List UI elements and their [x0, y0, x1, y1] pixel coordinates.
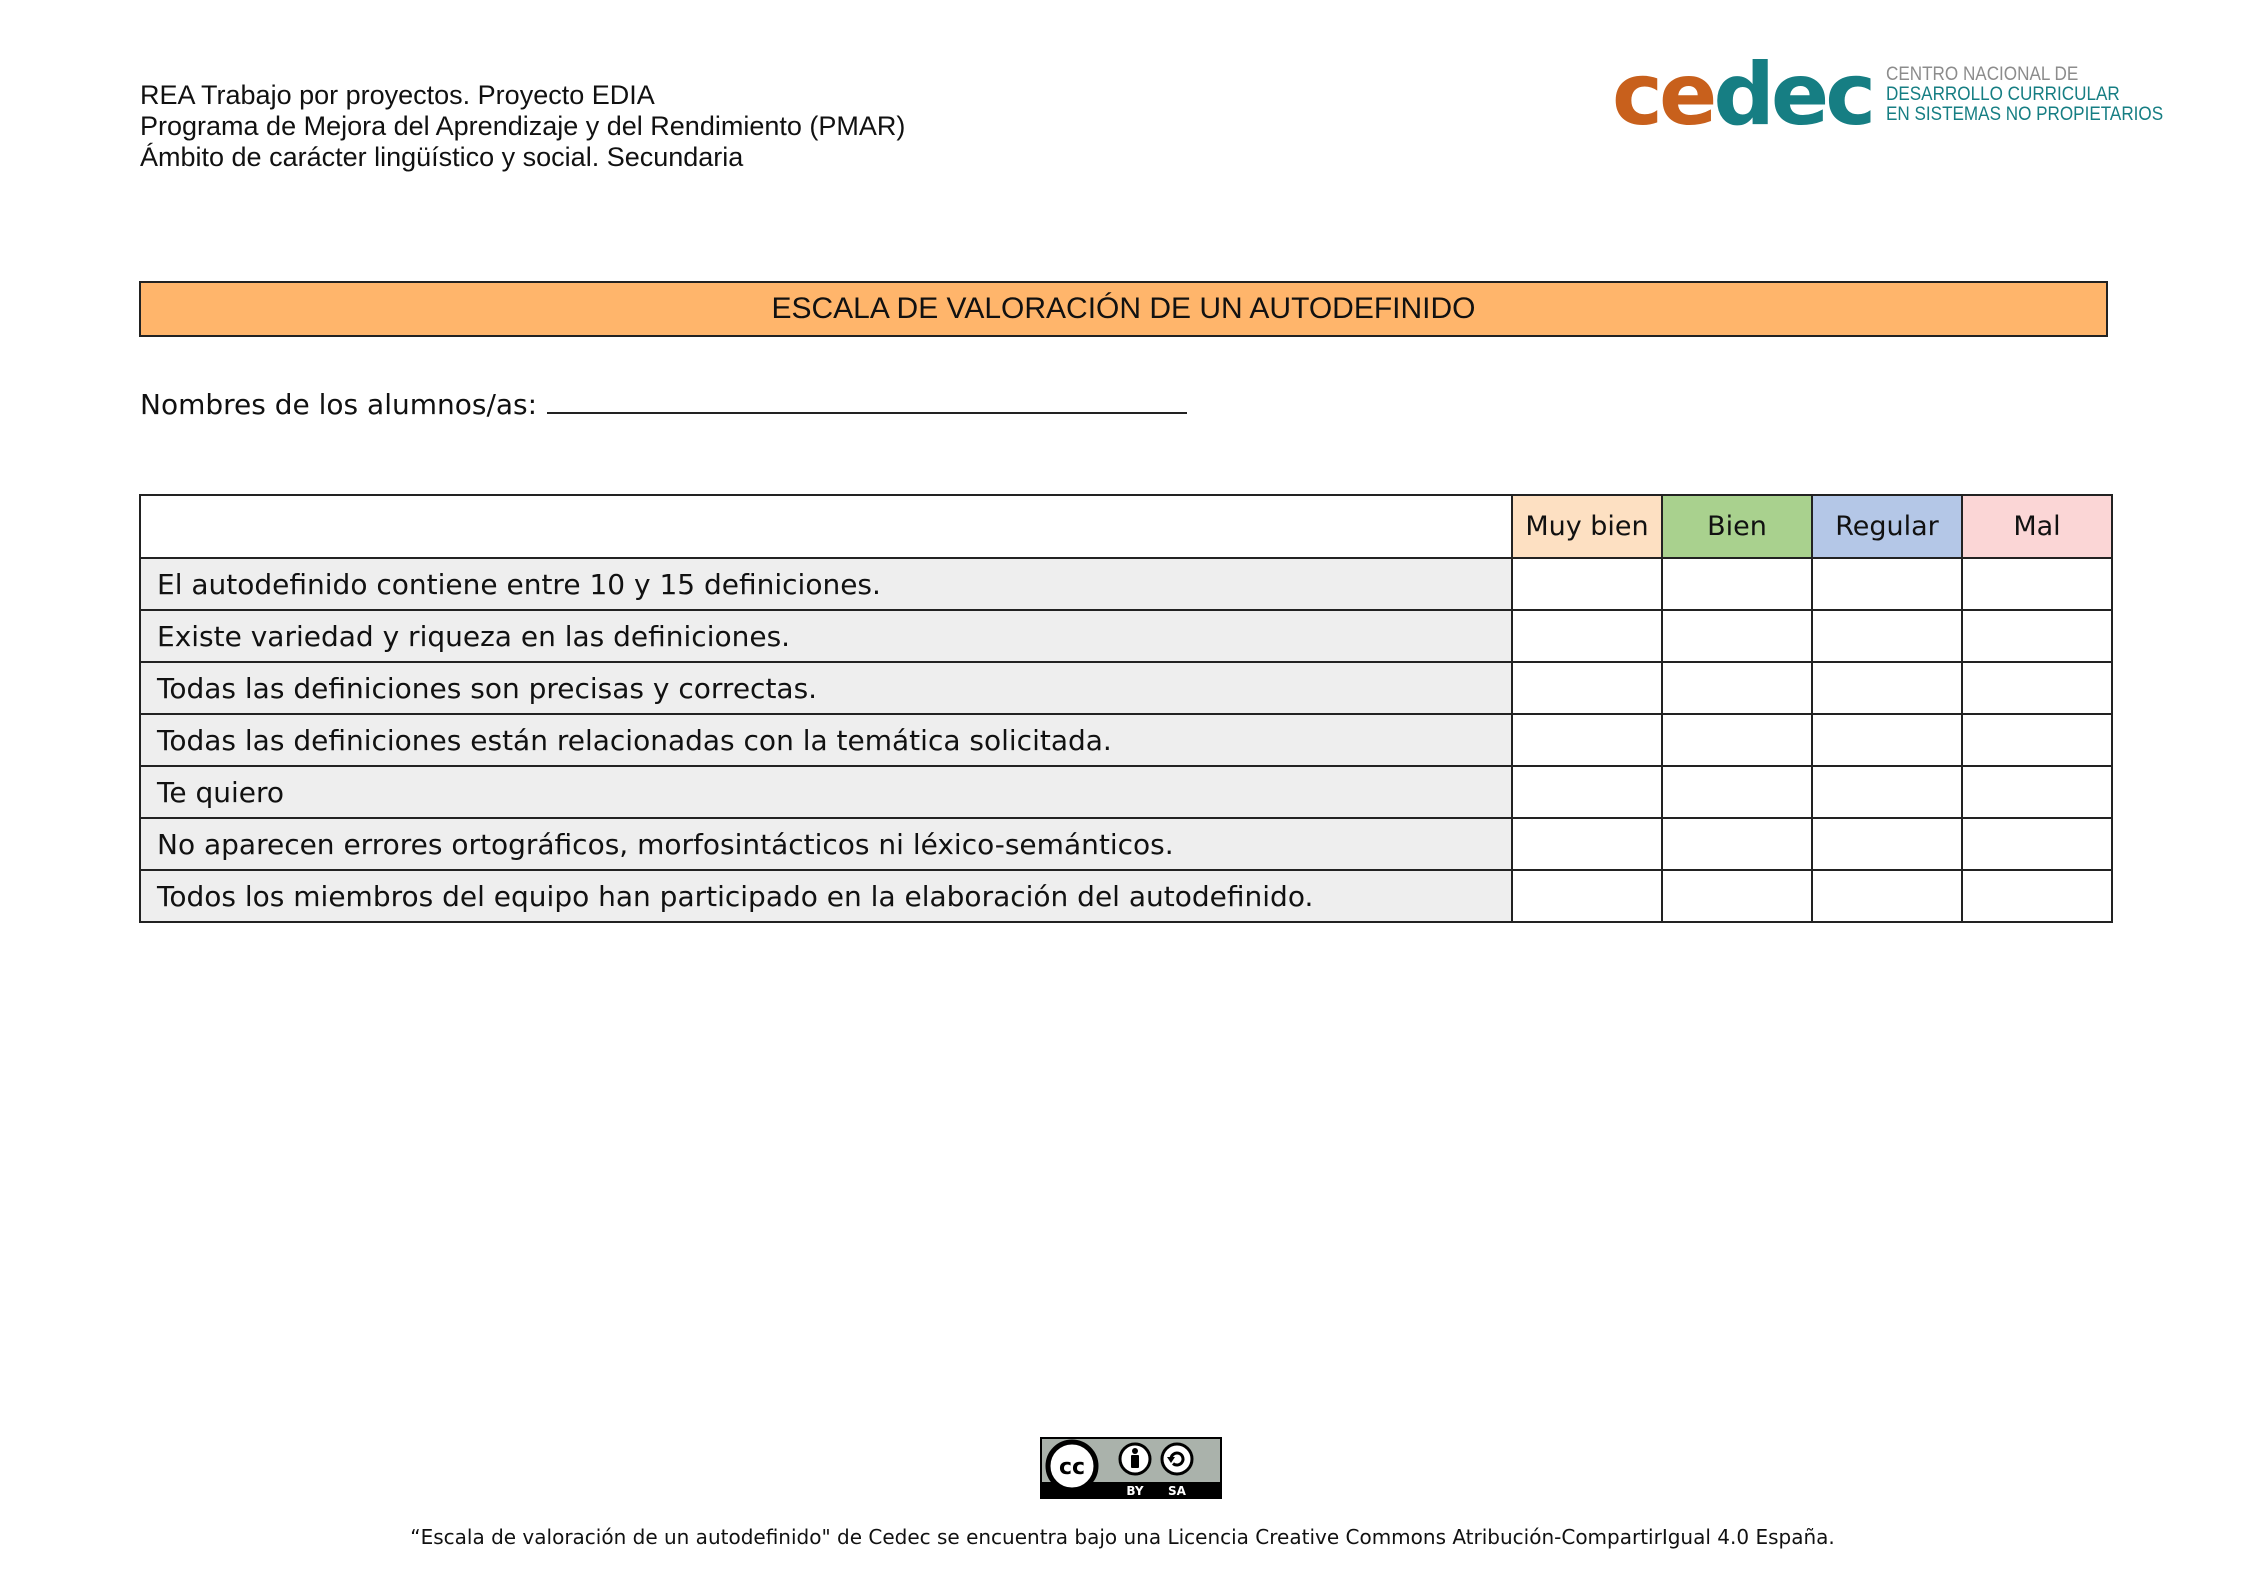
students-field: [140, 388, 1187, 421]
rating-cell-mal[interactable]: [1962, 662, 2112, 714]
rating-cell-muy-bien[interactable]: [1512, 558, 1662, 610]
criterion-cell: No aparecen errores ortográficos, morfosintácticos ni léxico-semánticos.: [140, 818, 1512, 870]
attribution-icon: [1120, 1444, 1150, 1474]
license-text: “Escala de valoración de un autodefinido" de Cedec se encuentra bajo una Licencia Creative Commons Atribución-CompartirIgual 4.0 España.: [410, 1525, 1835, 1549]
criterion-cell: El autodefinido contiene entre 10 y 15 definiciones.: [140, 558, 1512, 610]
rating-cell-mal[interactable]: [1962, 766, 2112, 818]
students-blank-line[interactable]: [547, 412, 1187, 414]
rating-cell-bien[interactable]: [1662, 714, 1812, 766]
rating-cell-muy-bien[interactable]: [1512, 766, 1662, 818]
rating-cell-bien[interactable]: [1662, 870, 1812, 922]
header-line-program: Programa de Mejora del Aprendizaje y del Rendimiento (PMAR): [140, 111, 906, 141]
rating-cell-mal[interactable]: [1962, 714, 2112, 766]
share-alike-icon: [1162, 1444, 1192, 1474]
rating-cell-muy-bien[interactable]: [1512, 818, 1662, 870]
rating-cell-bien[interactable]: [1662, 818, 1812, 870]
badge-sa-label: SA: [1168, 1484, 1186, 1498]
cedec-wordmark: cedec: [1612, 45, 1873, 145]
rating-cell-bien[interactable]: [1662, 558, 1812, 610]
criterion-cell: Todas las definiciones están relacionadas con la temática solicitada.: [140, 714, 1512, 766]
criterion-cell: Te quiero: [140, 766, 1512, 818]
header-line-scope: Ámbito de carácter lingüístico y social. Secundaria: [140, 142, 744, 172]
table-header-row: [140, 495, 2112, 558]
cc-by-sa-badge[interactable]: [1040, 1437, 1222, 1499]
table-row: [140, 610, 2112, 662]
rating-cell-muy-bien[interactable]: [1512, 662, 1662, 714]
rating-cell-regular[interactable]: [1812, 558, 1962, 610]
rating-table: [139, 494, 2113, 923]
column-header-regular: Regular: [1812, 495, 1962, 558]
rating-cell-regular[interactable]: [1812, 818, 1962, 870]
header-blank-cell: [140, 495, 1512, 558]
rating-cell-bien[interactable]: [1662, 662, 1812, 714]
table-row: [140, 818, 2112, 870]
table-row: [140, 558, 2112, 610]
rating-cell-bien[interactable]: [1662, 766, 1812, 818]
cc-icon: [1048, 1442, 1096, 1490]
column-header-bien: Bien: [1662, 495, 1812, 558]
rating-cell-regular[interactable]: [1812, 610, 1962, 662]
cedec-logo: [1612, 45, 2194, 145]
column-header-mal: Mal: [1962, 495, 2112, 558]
document-header: [140, 80, 905, 173]
rating-cell-regular[interactable]: [1812, 662, 1962, 714]
table-row: [140, 870, 2112, 922]
rating-cell-mal[interactable]: [1962, 870, 2112, 922]
svg-text:cc: cc: [1058, 1455, 1086, 1480]
column-header-muy-bien: Muy bien: [1512, 495, 1662, 558]
cedec-subtitle: CENTRO NACIONAL DE DESARROLLO CURRICULAR EN SISTEMAS NO PROPIETARIOS: [1886, 64, 2164, 125]
table-row: [140, 714, 2112, 766]
rating-cell-mal[interactable]: [1962, 610, 2112, 662]
criterion-cell: Todos los miembros del equipo han participado en la elaboración del autodefinido.: [140, 870, 1512, 922]
criterion-cell: Todas las definiciones son precisas y correctas.: [140, 662, 1512, 714]
rating-cell-mal[interactable]: [1962, 818, 2112, 870]
criterion-cell: Existe variedad y riqueza en las definiciones.: [140, 610, 1512, 662]
rating-cell-bien[interactable]: [1662, 610, 1812, 662]
rating-cell-muy-bien[interactable]: [1512, 870, 1662, 922]
rating-cell-muy-bien[interactable]: [1512, 610, 1662, 662]
badge-by-label: BY: [1126, 1484, 1144, 1498]
rating-cell-regular[interactable]: [1812, 714, 1962, 766]
table-row: [140, 766, 2112, 818]
students-label: Nombres de los alumnos/as:: [140, 388, 538, 421]
page-title: ESCALA DE VALORACIÓN DE UN AUTODEFINIDO: [139, 281, 2108, 337]
header-line-project: REA Trabajo por proyectos. Proyecto EDIA: [140, 80, 655, 110]
rating-cell-regular[interactable]: [1812, 766, 1962, 818]
table-row: [140, 662, 2112, 714]
rating-cell-mal[interactable]: [1962, 558, 2112, 610]
rating-cell-regular[interactable]: [1812, 870, 1962, 922]
rating-cell-muy-bien[interactable]: [1512, 714, 1662, 766]
